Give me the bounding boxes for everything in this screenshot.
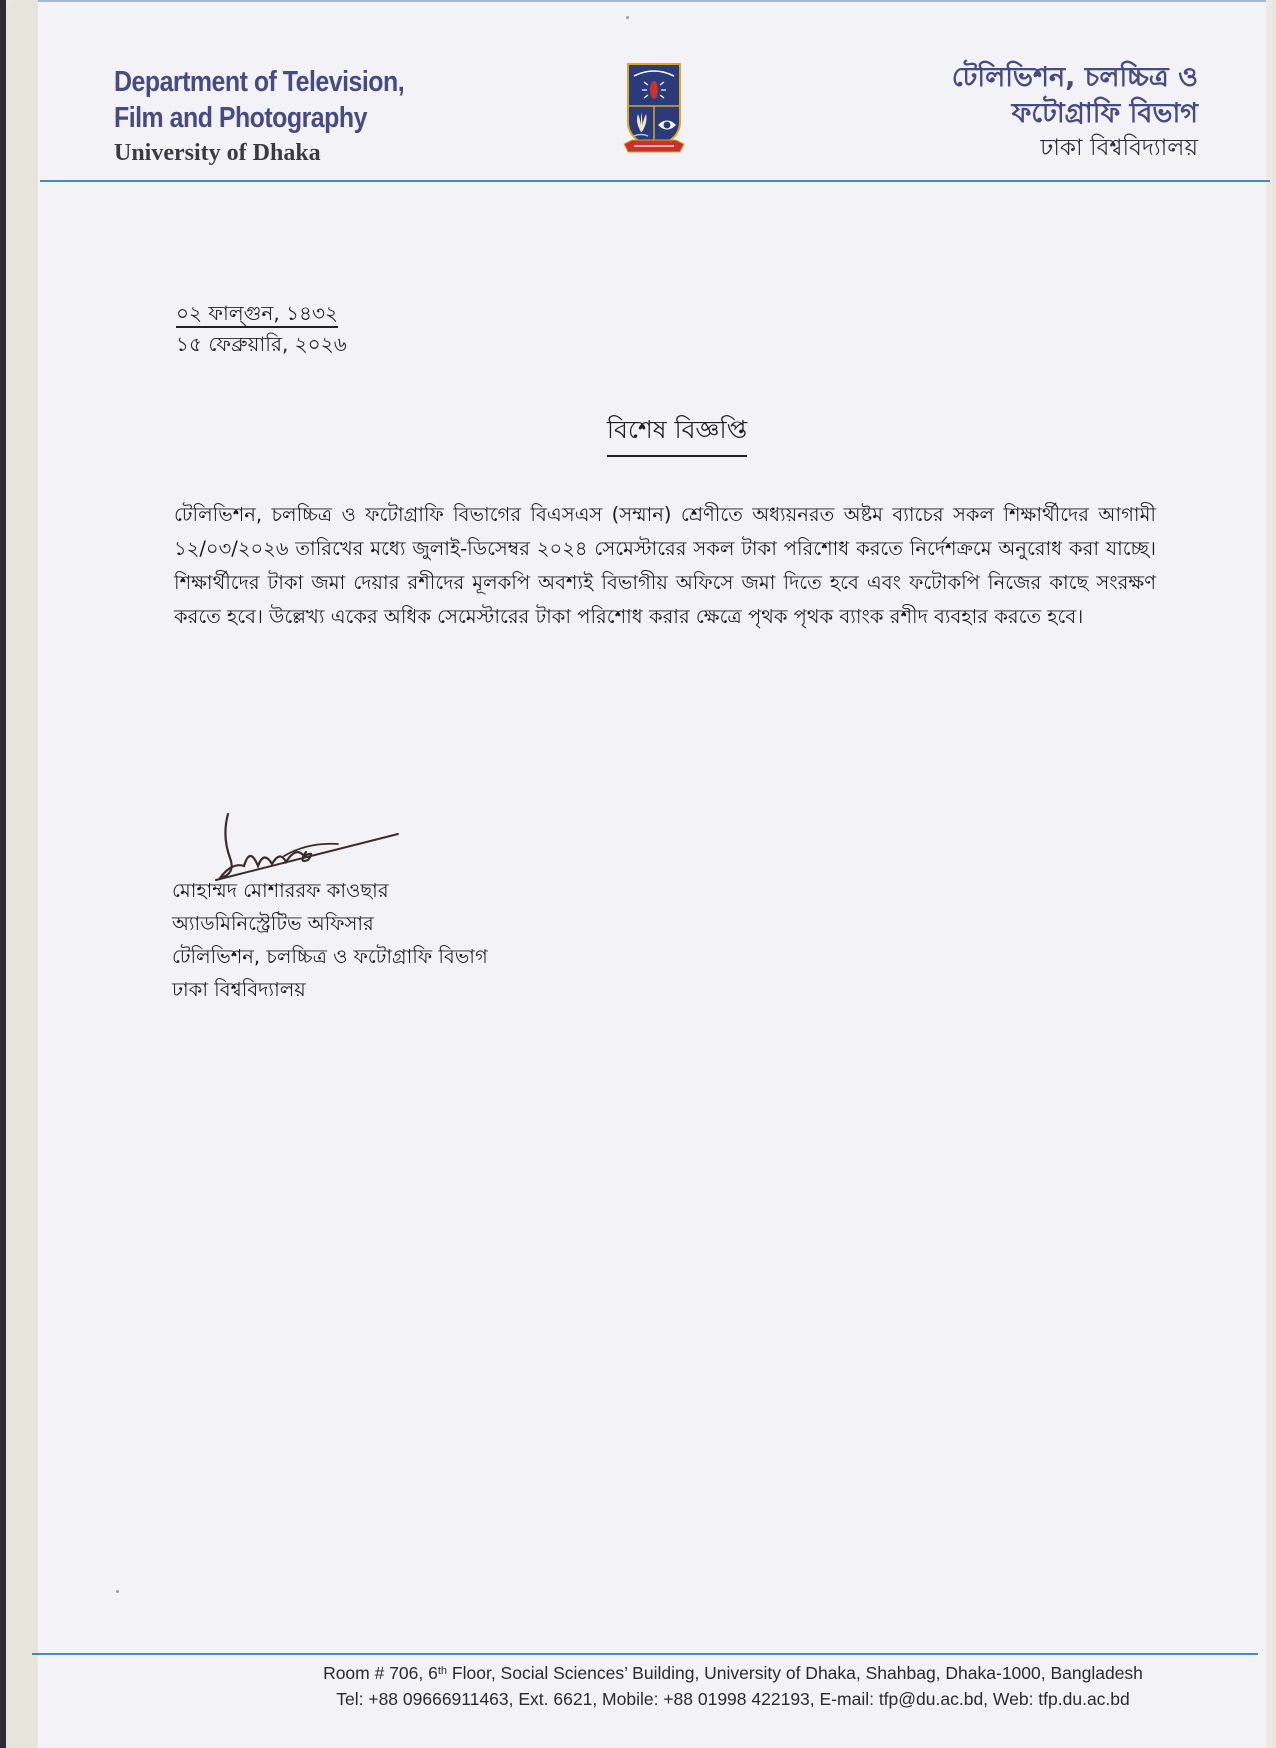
footer-address-part1: Room # 706, 6 — [323, 1663, 438, 1683]
signatory-department: টেলিভিশন, চলচ্চিত্র ও ফটোগ্রাফি বিভাগ — [172, 945, 488, 968]
notice-body: টেলিভিশন, চলচ্চিত্র ও ফটোগ্রাফি বিভাগের বিএসএস (সম্মান) শ্রেণীতে অধ্যয়নরত অষ্টম ব্যাচের সকল শিক্ষার্থীদের আগামী ১২/০৩/২০২৬ তারিখের মধ্যে জুলাই-ডিসেম্বর ২০২৪ সেমেস্টারের সকল টাকা পরিশোধ করতে নির্দেশক্রমে অনুরোধ করা যাচ্ছে। শিক্ষার্থীদের টাকা জমা দেয়ার রশীদের মূলকপি অবশ্যই বিভাগীয় অফিসে জমা দিতে হবে এবং ফটোকপি নিজের কাছে সংরক্ষণ করতে হবে। উল্লেখ্য একের অধিক সেমেস্টারের টাকা পরিশোধ করার ক্ষেত্রে পৃথক পৃথক ব্যাংক রশীদ ব্যবহার করতে হবে। — [174, 503, 1156, 628]
date-bangla-calendar: ০২ ফাল্গুন, ১৪৩২ — [176, 300, 338, 328]
department-name-en-line2: Film and Photography — [114, 102, 367, 134]
header-divider — [40, 180, 1270, 182]
footer-address-sup: th — [437, 1665, 448, 1677]
footer-address-part2: Floor, Social Sciences’ Building, University of Dhaka, Shahbag, Dhaka-1000, Bangladesh — [447, 1663, 1143, 1683]
date-block — [176, 298, 347, 360]
university-of-dhaka-crest-icon — [616, 60, 692, 160]
university-name-en: University of Dhaka — [114, 140, 321, 166]
signatory-name: মোহাম্মদ মোশাররফ কাওছার — [172, 879, 389, 902]
letterhead-page — [38, 0, 1272, 1748]
department-name-en-line1: Department of Television, — [114, 66, 405, 98]
header-bangla — [952, 60, 1198, 164]
department-name-bn-line2: ফটোগ্রাফি বিভাগ — [1011, 98, 1198, 129]
signatory-university: ঢাকা বিশ্ববিদ্যালয় — [172, 978, 306, 1001]
scan-speck — [116, 1590, 119, 1593]
signatory-designation: অ্যাডমিনিস্ট্রেটিভ অফিসার — [172, 912, 374, 935]
notice-title-text: বিশেষ বিজ্ঞপ্তি — [607, 410, 747, 457]
department-name-bn-line1: টেলিভিশন, চলচ্চিত্র ও — [951, 62, 1198, 93]
page-right-edge — [1266, 0, 1272, 1748]
date-gregorian: ১৫ ফেব্রুয়ারি, ২০২৬ — [176, 332, 347, 356]
scan-background — [6, 0, 40, 1748]
footer-divider — [32, 1653, 1258, 1655]
footer-address — [116, 1660, 1276, 1686]
page-top-edge — [38, 0, 1272, 2]
university-name-bn: ঢাকা বিশ্ববিদ্যালয় — [1040, 135, 1198, 161]
footer — [116, 1660, 1276, 1712]
signatory-block — [172, 874, 488, 1006]
footer-contact: Tel: +88 09666911463, Ext. 6621, Mobile: +88 01998 422193, E-mail: tfp@du.ac.bd, Web: tfp.du.ac.bd — [336, 1689, 1130, 1709]
torch-flame-icon — [650, 81, 658, 99]
header-english — [114, 64, 451, 168]
scan-speck — [626, 16, 629, 19]
notice-title — [38, 410, 1272, 457]
